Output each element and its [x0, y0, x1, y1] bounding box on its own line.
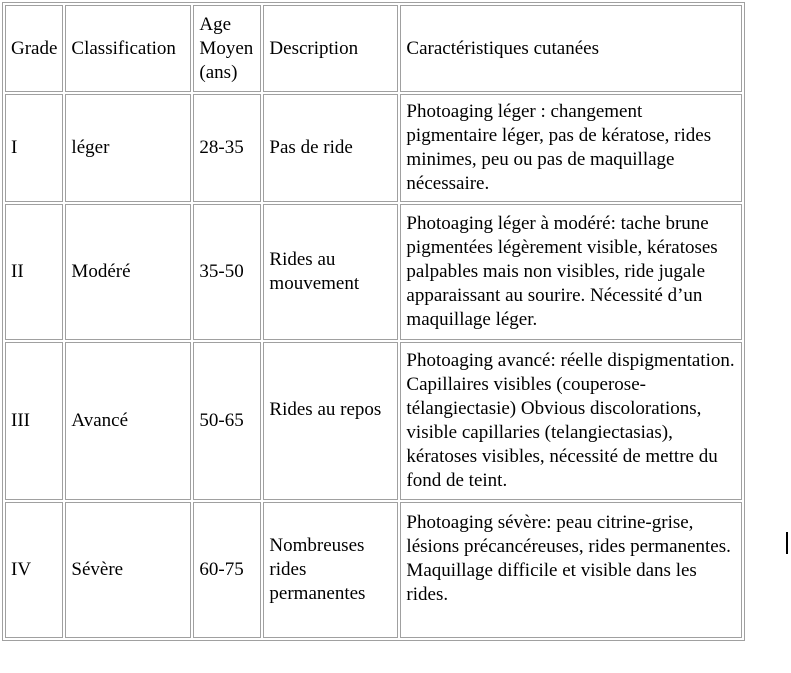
header-characteristics: Caractéristiques cutanées: [400, 5, 742, 92]
photoaging-table: [2, 2, 745, 641]
cell-grade: IV: [5, 502, 63, 638]
cell-characteristics: Photoaging léger à modéré: tache brune pigmentées légèrement visible, kératoses palpables mais non visibles, ride jugale apparaissant au sourire. Nécessité d’un maquillage léger.: [400, 204, 742, 340]
cell-classification: Modéré: [65, 204, 191, 340]
cell-age: 60-75: [193, 502, 261, 638]
table-row: [5, 502, 742, 638]
cell-description: Nombreuses rides permanentes: [263, 502, 398, 638]
header-description: Description: [263, 5, 398, 92]
cell-grade: I: [5, 94, 63, 202]
cell-age: 35-50: [193, 204, 261, 340]
cell-grade: III: [5, 342, 63, 500]
cell-age: 28-35: [193, 94, 261, 202]
text-cursor-mark: [786, 532, 788, 554]
cell-description: Rides au repos: [263, 342, 398, 500]
table-row: [5, 94, 742, 202]
table-row: [5, 204, 742, 340]
header-grade: Grade: [5, 5, 63, 92]
table-row: [5, 342, 742, 500]
cell-classification: léger: [65, 94, 191, 202]
cell-characteristics: Photoaging léger : changement pigmentaire léger, pas de kératose, rides minimes, peu ou pas de maquillage nécessaire.: [400, 94, 742, 202]
header-classification: Classification: [65, 5, 191, 92]
cell-characteristics: Photoaging sévère: peau citrine-grise, lésions précancéreuses, rides permanentes. Maquillage difficile et visible dans les rides.: [400, 502, 742, 638]
cell-description: Pas de ride: [263, 94, 398, 202]
cell-description: Rides au mouvement: [263, 204, 398, 340]
cell-grade: II: [5, 204, 63, 340]
cell-characteristics: Photoaging avancé: réelle dispigmentation. Capillaires visibles (couperose-télangiectasie) Obvious discolorations, visible capillaries (telangiectasias), kératoses visibles, nécessité de mettre du fond de teint.: [400, 342, 742, 500]
cell-classification: Sévère: [65, 502, 191, 638]
header-age: Age Moyen (ans): [193, 5, 261, 92]
cell-age: 50-65: [193, 342, 261, 500]
header-row: [5, 5, 742, 92]
cell-classification: Avancé: [65, 342, 191, 500]
